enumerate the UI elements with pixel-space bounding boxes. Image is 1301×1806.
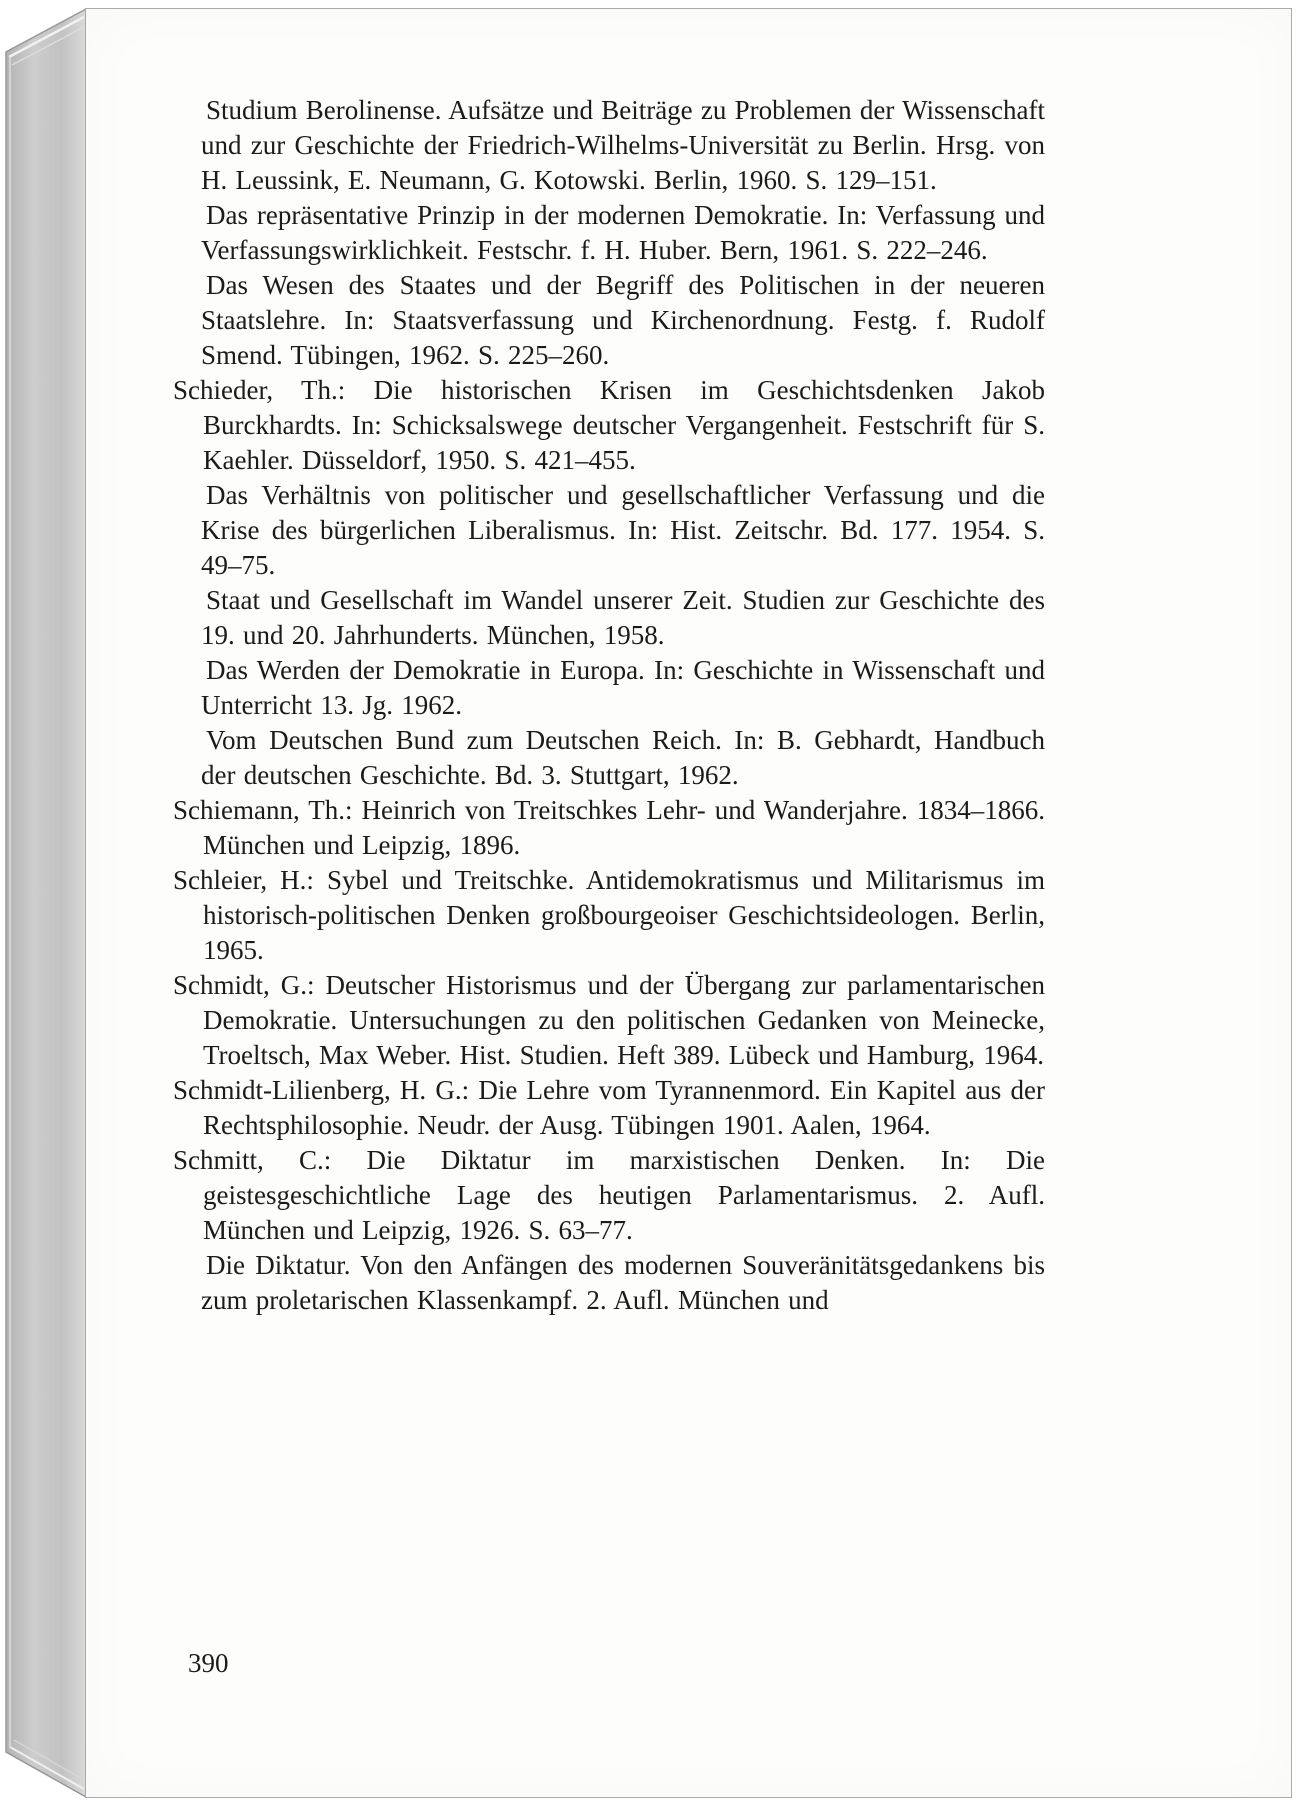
bibliography-entry: Schmidt-Lilienberg, H. G.: Die Lehre vom Tyrannenmord. Ein Kapitel aus der Rechtsphilosophie. Neudr. der Ausg. Tübingen 1901. Aalen, 1964.	[173, 1075, 1045, 1140]
bibliography-entry: Das repräsentative Prinzip in der modernen Demokratie. In: Verfassung und Verfassungswirklichkeit. Festschr. f. H. Huber. Bern, 1961. S. 222–246.	[201, 200, 1045, 265]
bibliography-entry: Schmidt, G.: Deutscher Historismus und der Übergang zur parlamentarischen Demokratie. Untersuchungen zu den politischen Gedanken von Meinecke, Troeltsch, Max Weber. Hist. Studien. Heft 389. Lübeck und Hamburg, 1964.	[173, 970, 1045, 1070]
bibliography-entry: Staat und Gesellschaft im Wandel unserer Zeit. Studien zur Geschichte des 19. und 20. Jahrhunderts. München, 1958.	[201, 585, 1045, 650]
bibliography-entries	[173, 93, 1045, 1318]
bibliography-entry: Schiemann, Th.: Heinrich von Treitschkes Lehr- und Wanderjahre. 1834–1866. München und Leipzig, 1896.	[173, 795, 1045, 860]
book-page	[85, 8, 1292, 1798]
bibliography-entry: Das Verhältnis von politischer und gesellschaftlicher Verfassung und die Krise des bürgerlichen Liberalismus. In: Hist. Zeitschr. Bd. 177. 1954. S. 49–75.	[201, 480, 1045, 580]
page-number: 390	[188, 1648, 229, 1678]
bibliography-entry: Schmitt, C.: Die Diktatur im marxistischen Denken. In: Die geistesgeschichtliche Lage des heutigen Parlamentarismus. 2. Aufl. München und Leipzig, 1926. S. 63–77.	[173, 1145, 1045, 1245]
bibliography-entry: Das Wesen des Staates und der Begriff des Politischen in der neueren Staatslehre. In: Staatsverfassung und Kirchenordnung. Festg. f. Rudolf Smend. Tübingen, 1962. S. 225–260.	[201, 270, 1045, 370]
bibliography-entry: Schleier, H.: Sybel und Treitschke. Antidemokratismus und Militarismus im historisch-politischen Denken großbourgeoiser Geschichtsideologen. Berlin, 1965.	[173, 865, 1045, 965]
bibliography-entry: Die Diktatur. Von den Anfängen des modernen Souveränitätsgedankens bis zum proletarischen Klassenkampf. 2. Aufl. München und	[201, 1250, 1045, 1315]
bibliography-entry: Das Werden der Demokratie in Europa. In: Geschichte in Wissenschaft und Unterricht 13. Jg. 1962.	[201, 655, 1045, 720]
bibliography-entry: Vom Deutschen Bund zum Deutschen Reich. In: B. Gebhardt, Handbuch der deutschen Geschichte. Bd. 3. Stuttgart, 1962.	[201, 725, 1045, 790]
bibliography-entry: Schieder, Th.: Die historischen Krisen im Geschichtsdenken Jakob Burckhardts. In: Schicksalswege deutscher Vergangenheit. Festschrift für S. Kaehler. Düsseldorf, 1950. S. 421–455.	[173, 375, 1045, 475]
bibliography-entry: Studium Berolinense. Aufsätze und Beiträge zu Problemen der Wissenschaft und zur Geschichte der Friedrich-Wilhelms-Universität zu Berlin. Hrsg. von H. Leussink, E. Neumann, G. Kotowski. Berlin, 1960. S. 129–151.	[201, 95, 1045, 195]
